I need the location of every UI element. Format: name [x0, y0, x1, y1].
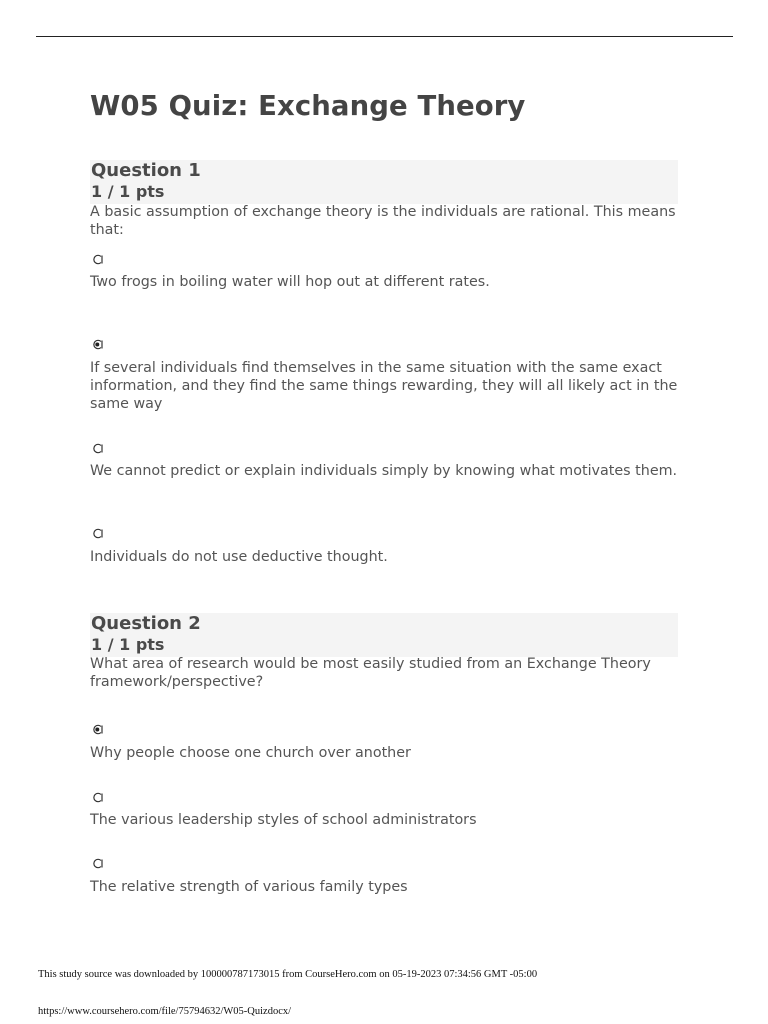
question-1-prompt: A basic assumption of exchange theory is the individuals are rational. This means that: — [90, 204, 676, 238]
page-title: W05 Quiz: Exchange Theory — [90, 90, 526, 122]
source-url[interactable]: https://www.coursehero.com/file/75794632/W05-Quizdocx/ — [38, 1006, 292, 1017]
radio-unselected-icon[interactable] — [92, 858, 103, 869]
radio-selected-icon[interactable] — [92, 724, 103, 735]
question-2-title: Question 2 — [91, 613, 201, 634]
question-1-answer-1: Two frogs in boiling water will hop out at different rates. — [90, 274, 490, 290]
question-2-prompt: What area of research would be most easily studied from an Exchange Theory framework/perspective? — [90, 656, 651, 690]
top-rule — [36, 36, 733, 37]
question-1-answer-3: We cannot predict or explain individuals simply by knowing what motivates them. — [90, 463, 678, 479]
question-1-title: Question 1 — [91, 160, 201, 181]
radio-unselected-icon[interactable] — [92, 528, 103, 539]
radio-unselected-icon[interactable] — [92, 254, 103, 265]
radio-selected-icon[interactable] — [92, 339, 103, 350]
question-1-points: 1 / 1 pts — [91, 182, 165, 201]
question-2-points: 1 / 1 pts — [91, 635, 165, 654]
question-2-answer-1: Why people choose one church over another — [90, 745, 411, 761]
download-note: This study source was downloaded by 100000787173015 from CourseHero.com on 05-19-2023 07:34:56 GMT -05:00 — [38, 969, 538, 980]
question-2-answer-3: The relative strength of various family types — [90, 879, 408, 895]
question-1-answer-2: If several individuals find themselves in the same situation with the same exact information, and they find the same things rewarding, they will all likely act in the same way — [90, 360, 678, 412]
question-2-header — [90, 613, 678, 657]
question-1-answer-4: Individuals do not use deductive thought. — [90, 549, 388, 565]
question-1-header — [90, 160, 678, 204]
radio-unselected-icon[interactable] — [92, 792, 103, 803]
question-2-answer-2: The various leadership styles of school administrators — [90, 812, 477, 828]
radio-unselected-icon[interactable] — [92, 443, 103, 454]
